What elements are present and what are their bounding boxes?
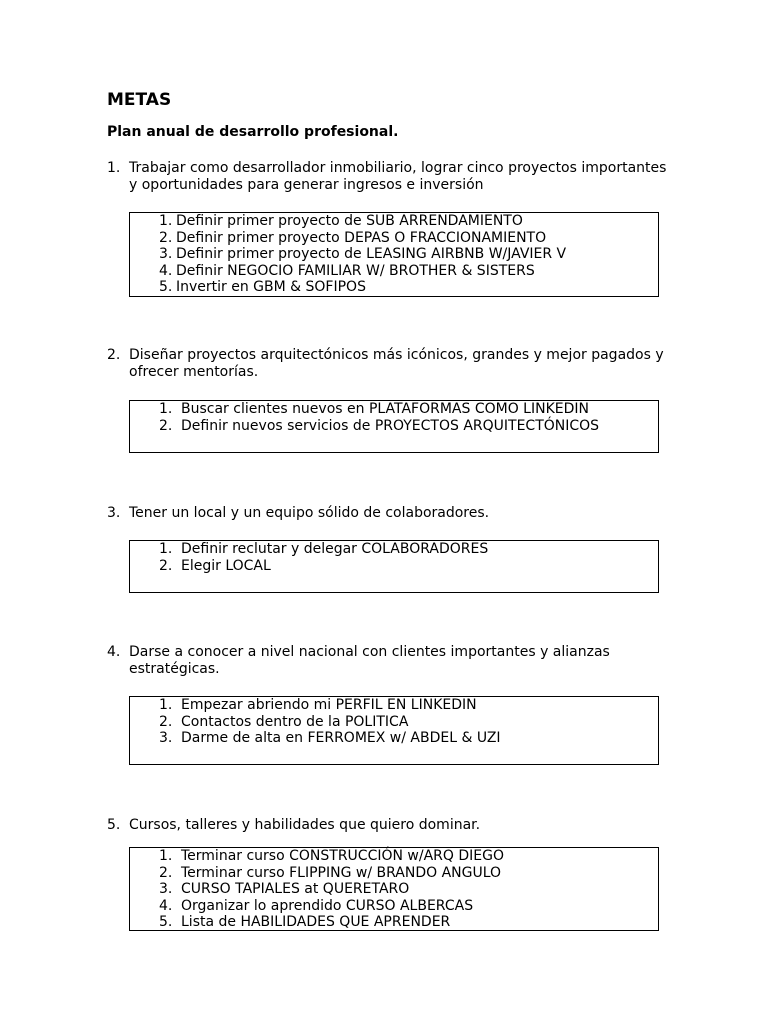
task-text: Lista de HABILIDADES QUE APRENDER <box>181 914 451 931</box>
task-text: Darme de alta en FERROMEX w/ ABDEL & UZI <box>181 730 501 747</box>
goal-item <box>107 505 667 522</box>
task-number: 1. <box>159 848 173 864</box>
task-number: 2. <box>159 713 173 730</box>
goal-item <box>107 644 667 678</box>
task-number: 3. <box>159 730 173 747</box>
task-text: Definir NEGOCIO FAMILIAR W/ BROTHER & SISTERS <box>176 262 535 279</box>
goal-text: Darse a conocer a nivel nacional con clientes importantes y alianzas estratégicas. <box>129 644 610 677</box>
task-item <box>130 714 658 731</box>
task-number: 2. <box>159 229 173 246</box>
task-item <box>130 279 658 296</box>
task-box <box>129 847 659 931</box>
goal-item <box>107 347 667 381</box>
goal-item <box>107 160 667 194</box>
task-number: 4. <box>159 262 173 279</box>
task-number: 5. <box>159 279 173 296</box>
task-text: Invertir en GBM & SOFIPOS <box>176 279 366 296</box>
task-item <box>130 697 658 714</box>
task-item <box>130 558 658 575</box>
task-text: Definir reclutar y delegar COLABORADORES <box>181 541 489 557</box>
task-text: Elegir LOCAL <box>181 557 271 574</box>
task-text: Terminar curso CONSTRUCCIÓN w/ARQ DIEGO <box>181 848 504 864</box>
task-box <box>129 696 659 765</box>
task-text: Contactos dentro de la POLITICA <box>181 713 409 730</box>
task-item <box>130 401 658 418</box>
goal-number: 5. <box>107 817 121 833</box>
goal-text: Diseñar proyectos arquitectónicos más icónicos, grandes y mejor pagados y ofrecer mentorías. <box>129 347 664 380</box>
goal-number: 4. <box>107 644 121 660</box>
page-title: METAS <box>107 90 172 110</box>
task-number: 2. <box>159 864 173 881</box>
task-item <box>130 246 658 263</box>
task-number: 1. <box>159 697 173 713</box>
task-text: Definir primer proyecto DEPAS O FRACCIONAMIENTO <box>176 229 547 246</box>
task-item <box>130 898 658 915</box>
task-item <box>130 263 658 280</box>
task-box <box>129 540 659 593</box>
task-item <box>130 865 658 882</box>
goal-text: Tener un local y un equipo sólido de colaboradores. <box>129 505 490 521</box>
task-text: Buscar clientes nuevos en PLATAFORMAS COMO LINKEDIN <box>181 401 589 417</box>
task-text: CURSO TAPIALES at QUERETARO <box>181 881 410 898</box>
task-item <box>130 541 658 558</box>
goal-number: 2. <box>107 347 121 363</box>
task-text: Organizar lo aprendido CURSO ALBERCAS <box>181 897 474 914</box>
goal-text: Trabajar como desarrollador inmobiliario, lograr cinco proyectos importantes y oportunidades para generar ingresos e inversión <box>129 160 667 193</box>
task-number: 1. <box>159 541 173 557</box>
task-text: Terminar curso FLIPPING w/ BRANDO ANGULO <box>181 864 502 881</box>
task-number: 1. <box>159 401 173 417</box>
task-item <box>130 418 658 435</box>
task-number: 5. <box>159 914 173 931</box>
task-item <box>130 730 658 747</box>
page-subtitle: Plan anual de desarrollo profesional. <box>107 124 399 140</box>
task-item <box>130 914 658 931</box>
task-box <box>129 400 659 453</box>
task-number: 1. <box>159 213 173 229</box>
task-item <box>130 230 658 247</box>
task-box <box>129 212 659 297</box>
task-item <box>130 213 658 230</box>
task-text: Definir nuevos servicios de PROYECTOS ARQUITECTÓNICOS <box>181 417 600 434</box>
goal-number: 3. <box>107 505 121 521</box>
task-number: 2. <box>159 557 173 574</box>
goal-number: 1. <box>107 160 121 176</box>
task-number: 3. <box>159 246 173 263</box>
task-item <box>130 881 658 898</box>
task-number: 3. <box>159 881 173 898</box>
task-text: Empezar abriendo mi PERFIL EN LINKEDIN <box>181 697 477 713</box>
task-text: Definir primer proyecto de SUB ARRENDAMIENTO <box>176 213 523 229</box>
goal-text: Cursos, talleres y habilidades que quiero dominar. <box>129 817 481 833</box>
goal-item <box>107 817 667 834</box>
task-number: 2. <box>159 417 173 434</box>
task-text: Definir primer proyecto de LEASING AIRBNB W/JAVIER V <box>176 246 567 263</box>
task-number: 4. <box>159 897 173 914</box>
task-item <box>130 848 658 865</box>
